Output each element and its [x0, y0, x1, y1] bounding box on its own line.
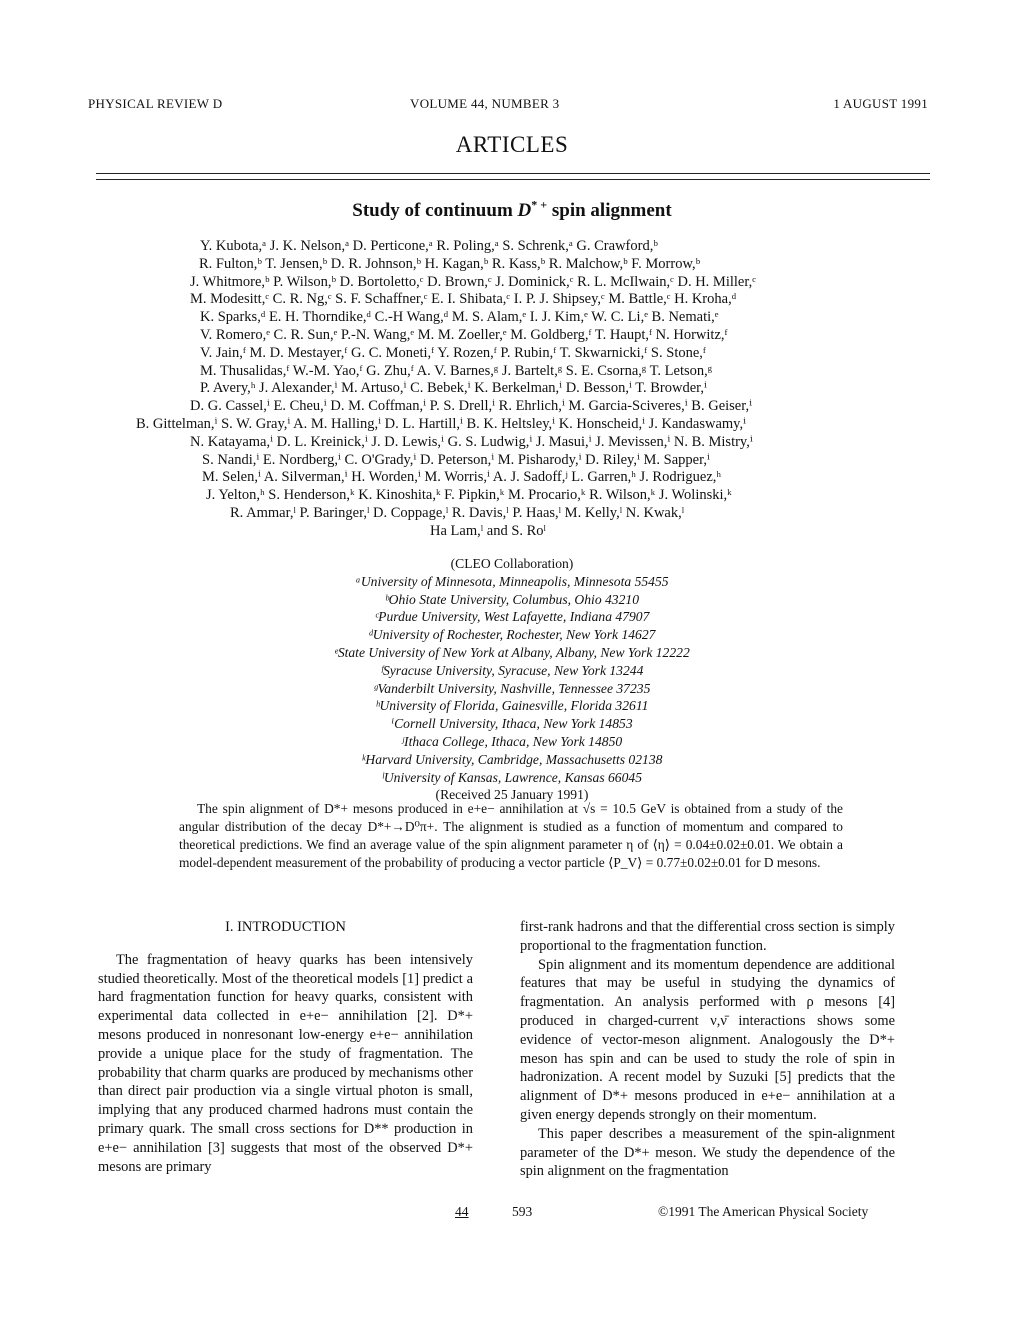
title-superscript: * +: [531, 197, 548, 212]
footer-volume: 44: [455, 1204, 469, 1219]
author-line: B. Gittelman,ⁱ S. W. Gray,ⁱ A. M. Halling,ⁱ D. L. Hartill,ⁱ B. K. Heltsley,ⁱ K. Honscheid,ⁱ J. Kandaswamy,ⁱ: [136, 415, 747, 432]
page-number: 593: [512, 1204, 533, 1219]
abstract: [179, 800, 843, 872]
intro-paragraph: This paper describes a measurement of the spin-alignment parameter of the D*+ meson. We study the dependence of the spin alignment on the fragmentation: [520, 1125, 895, 1180]
affiliation: ᶜPurdue University, West Lafayette, Indiana 47907: [374, 609, 650, 625]
title-particle: D: [517, 200, 532, 221]
author-line: M. Selen,ⁱ A. Silverman,ⁱ H. Worden,ⁱ M. Worris,ⁱ A. J. Sadoff,ʲ L. Garren,ʰ J. Rodriguez,ʰ: [202, 469, 722, 486]
author-line: J. Whitmore,ᵇ P. Wilson,ᵇ D. Bortoletto,ᶜ D. Brown,ᶜ J. Dominick,ᶜ R. L. McIlwain,ᶜ D. H. Miller,ᶜ: [190, 273, 756, 290]
author-line: Ha Lam,ˡ and S. Roˡ: [430, 522, 546, 539]
affiliation: ᵍVanderbilt University, Nashville, Tennessee 37235: [373, 680, 651, 696]
affiliation: ᵃUniversity of Minnesota, Minneapolis, Minnesota 55455: [355, 573, 669, 589]
affiliation: ᵉState University of New York at Albany, Albany, New York 12222: [334, 644, 690, 660]
intro-heading: I. INTRODUCTION: [225, 919, 346, 935]
author-line: V. Jain,ᶠ M. D. Mestayer,ᶠ G. C. Moneti,ᶠ Y. Rozen,ᶠ P. Rubin,ᶠ T. Skwarnicki,ᶠ S. Stone,ᶠ: [200, 344, 706, 361]
title-prefix: Study of continuum: [352, 200, 518, 221]
section-heading: ARTICLES: [455, 132, 569, 157]
author-line: M. Thusalidas,ᶠ W.-M. Yao,ᶠ G. Zhu,ᶠ A. V. Barnes,ᵍ J. Bartelt,ᵍ S. E. Csorna,ᵍ T. Letson,ᵍ: [200, 362, 713, 379]
affiliation: ˡUniversity of Kansas, Lawrence, Kansas 66045: [381, 769, 642, 785]
abstract-text: The spin alignment of D*+ mesons produced in e+e− annihilation at √s = 10.5 GeV is obtained from a study of the angular distribution of the decay D*+→D⁰π+. The alignment is studied as a function of momentum and compared to theoretical predictions. We find an average value of the spin alignment parameter η of ⟨η⟩ = 0.04±0.02±0.01. We obtain a model-dependent measurement of the probability of producing a vector particle ⟨P_V⟩ = 0.77±0.02±0.01 for D mesons.: [179, 801, 843, 870]
received-date: (Received 25 January 1991): [435, 787, 589, 803]
journal-name: PHYSICAL REVIEW D: [88, 96, 223, 111]
author-line: V. Romero,ᵉ C. R. Sun,ᵉ P.-N. Wang,ᵉ M. M. Zoeller,ᵉ M. Goldberg,ᶠ T. Haupt,ᶠ N. Horwitz,ᶠ: [200, 326, 728, 343]
author-line: J. Yelton,ʰ S. Henderson,ᵏ K. Kinoshita,ᵏ F. Pipkin,ᵏ M. Procario,ᵏ R. Wilson,ᵏ J. Wolinski,ᵏ: [206, 487, 732, 504]
affiliation: ᵇOhio State University, Columbus, Ohio 43210: [385, 591, 639, 607]
divider-rule-bottom: [96, 179, 930, 180]
page-footer: [0, 1204, 1024, 1224]
affiliation: ʲIthaca College, Ithaca, New York 14850: [401, 733, 623, 749]
divider-rule-top: [96, 173, 930, 174]
title-suffix: spin alignment: [547, 200, 672, 221]
affiliation: ᵏHarvard University, Cambridge, Massachusetts 02138: [361, 751, 663, 767]
affiliation: ⁱCornell University, Ithaca, New York 14853: [391, 716, 633, 732]
volume-issue: VOLUME 44, NUMBER 3: [410, 96, 560, 111]
author-line: Y. Kubota,ᵃ J. K. Nelson,ᵃ D. Perticone,ᵃ R. Poling,ᵃ S. Schrenk,ᵃ G. Crawford,ᵇ: [200, 238, 658, 254]
affiliation: ᶠSyracuse University, Syracuse, New York 13244: [380, 662, 644, 678]
author-line: R. Ammar,ˡ P. Baringer,ˡ D. Coppage,ˡ R. Davis,ˡ P. Haas,ˡ M. Kelly,ˡ N. Kwak,ˡ: [230, 504, 685, 521]
author-line: R. Fulton,ᵇ T. Jensen,ᵇ D. R. Johnson,ᵇ H. Kagan,ᵇ R. Kass,ᵇ R. Malchow,ᵇ F. Morrow,ᵇ: [199, 255, 701, 272]
collaboration-name: (CLEO Collaboration): [450, 556, 574, 571]
intro-paragraph: The fragmentation of heavy quarks has been intensively studied theoretically. Most of the theoretical models [1] predict a hard fragmentation function for heavy quarks, consistent with experimental data collected in e+e− annihilation [2]. D*+ mesons produced in nonresonant low-energy e+e− annihilation provide a unique place for the study of fragmentation. The probability that charm quarks are produced by mechanisms other than direct pair production via a single virtual photon is small, implying that any produced charmed hadrons must contain the primary quark. The small cross sections for D** production in e+e− annihilation [3] suggests that most of the observed D*+ mesons are primary: [98, 951, 473, 1175]
affiliation-block: [0, 555, 1024, 804]
right-column: [520, 918, 895, 1181]
issue-date: 1 AUGUST 1991: [833, 96, 928, 111]
author-line: P. Avery,ʰ J. Alexander,ⁱ M. Artuso,ⁱ C. Bebek,ⁱ K. Berkelman,ⁱ D. Besson,ⁱ T. Browder,ⁱ: [200, 380, 707, 397]
intro-paragraph: Spin alignment and its momentum dependence are additional features that may be useful in studying the dynamics of fragmentation. An analysis performed with ρ mesons [4] produced in charged-current ν,ν̄ interactions shows some evidence of vector-meson alignment. Analogously the D*+ meson has spin and can be used to study the role of spin in hadronization. A recent model by Suzuki [5] predicts that the alignment of D*+ mesons produced in e+e− annihilation at a given energy depends strongly on their momentum.: [520, 956, 895, 1123]
paper-title: [0, 197, 1024, 222]
author-line: M. Modesitt,ᶜ C. R. Ng,ᶜ S. F. Schaffner,ᶜ E. I. Shibata,ᶜ I. P. J. Shipsey,ᶜ M. Battle,ᶜ H. Kroha,ᵈ: [190, 291, 737, 308]
left-column: [98, 918, 473, 1176]
author-list: [136, 238, 910, 541]
author-line: S. Nandi,ⁱ E. Nordberg,ⁱ C. O'Grady,ⁱ D. Peterson,ⁱ M. Pisharody,ⁱ D. Riley,ⁱ M. Sapper,ⁱ: [202, 451, 710, 468]
affiliation: ʰUniversity of Florida, Gainesville, Florida 32611: [375, 698, 649, 714]
author-line: D. G. Cassel,ⁱ E. Cheu,ⁱ D. M. Coffman,ⁱ P. S. Drell,ⁱ R. Ehrlich,ⁱ M. Garcia-Sciveres,ⁱ B. Geiser,ⁱ: [190, 398, 753, 415]
author-line: N. Katayama,ⁱ D. L. Kreinick,ⁱ J. D. Lewis,ⁱ G. S. Ludwig,ⁱ J. Masui,ⁱ J. Mevissen,ⁱ N. B. Mistry,ⁱ: [190, 433, 753, 450]
copyright: ©1991 The American Physical Society: [658, 1204, 869, 1219]
author-line: K. Sparks,ᵈ E. H. Thorndike,ᵈ C.-H Wang,ᵈ M. S. Alam,ᵉ I. J. Kim,ᵉ W. C. Li,ᵉ B. Nemati,ᵉ: [200, 309, 719, 326]
affiliation: ᵈUniversity of Rochester, Rochester, New York 14627: [368, 627, 656, 643]
intro-continuation: first-rank hadrons and that the differential cross section is simply proportional to the fragmentation function.: [520, 919, 895, 954]
